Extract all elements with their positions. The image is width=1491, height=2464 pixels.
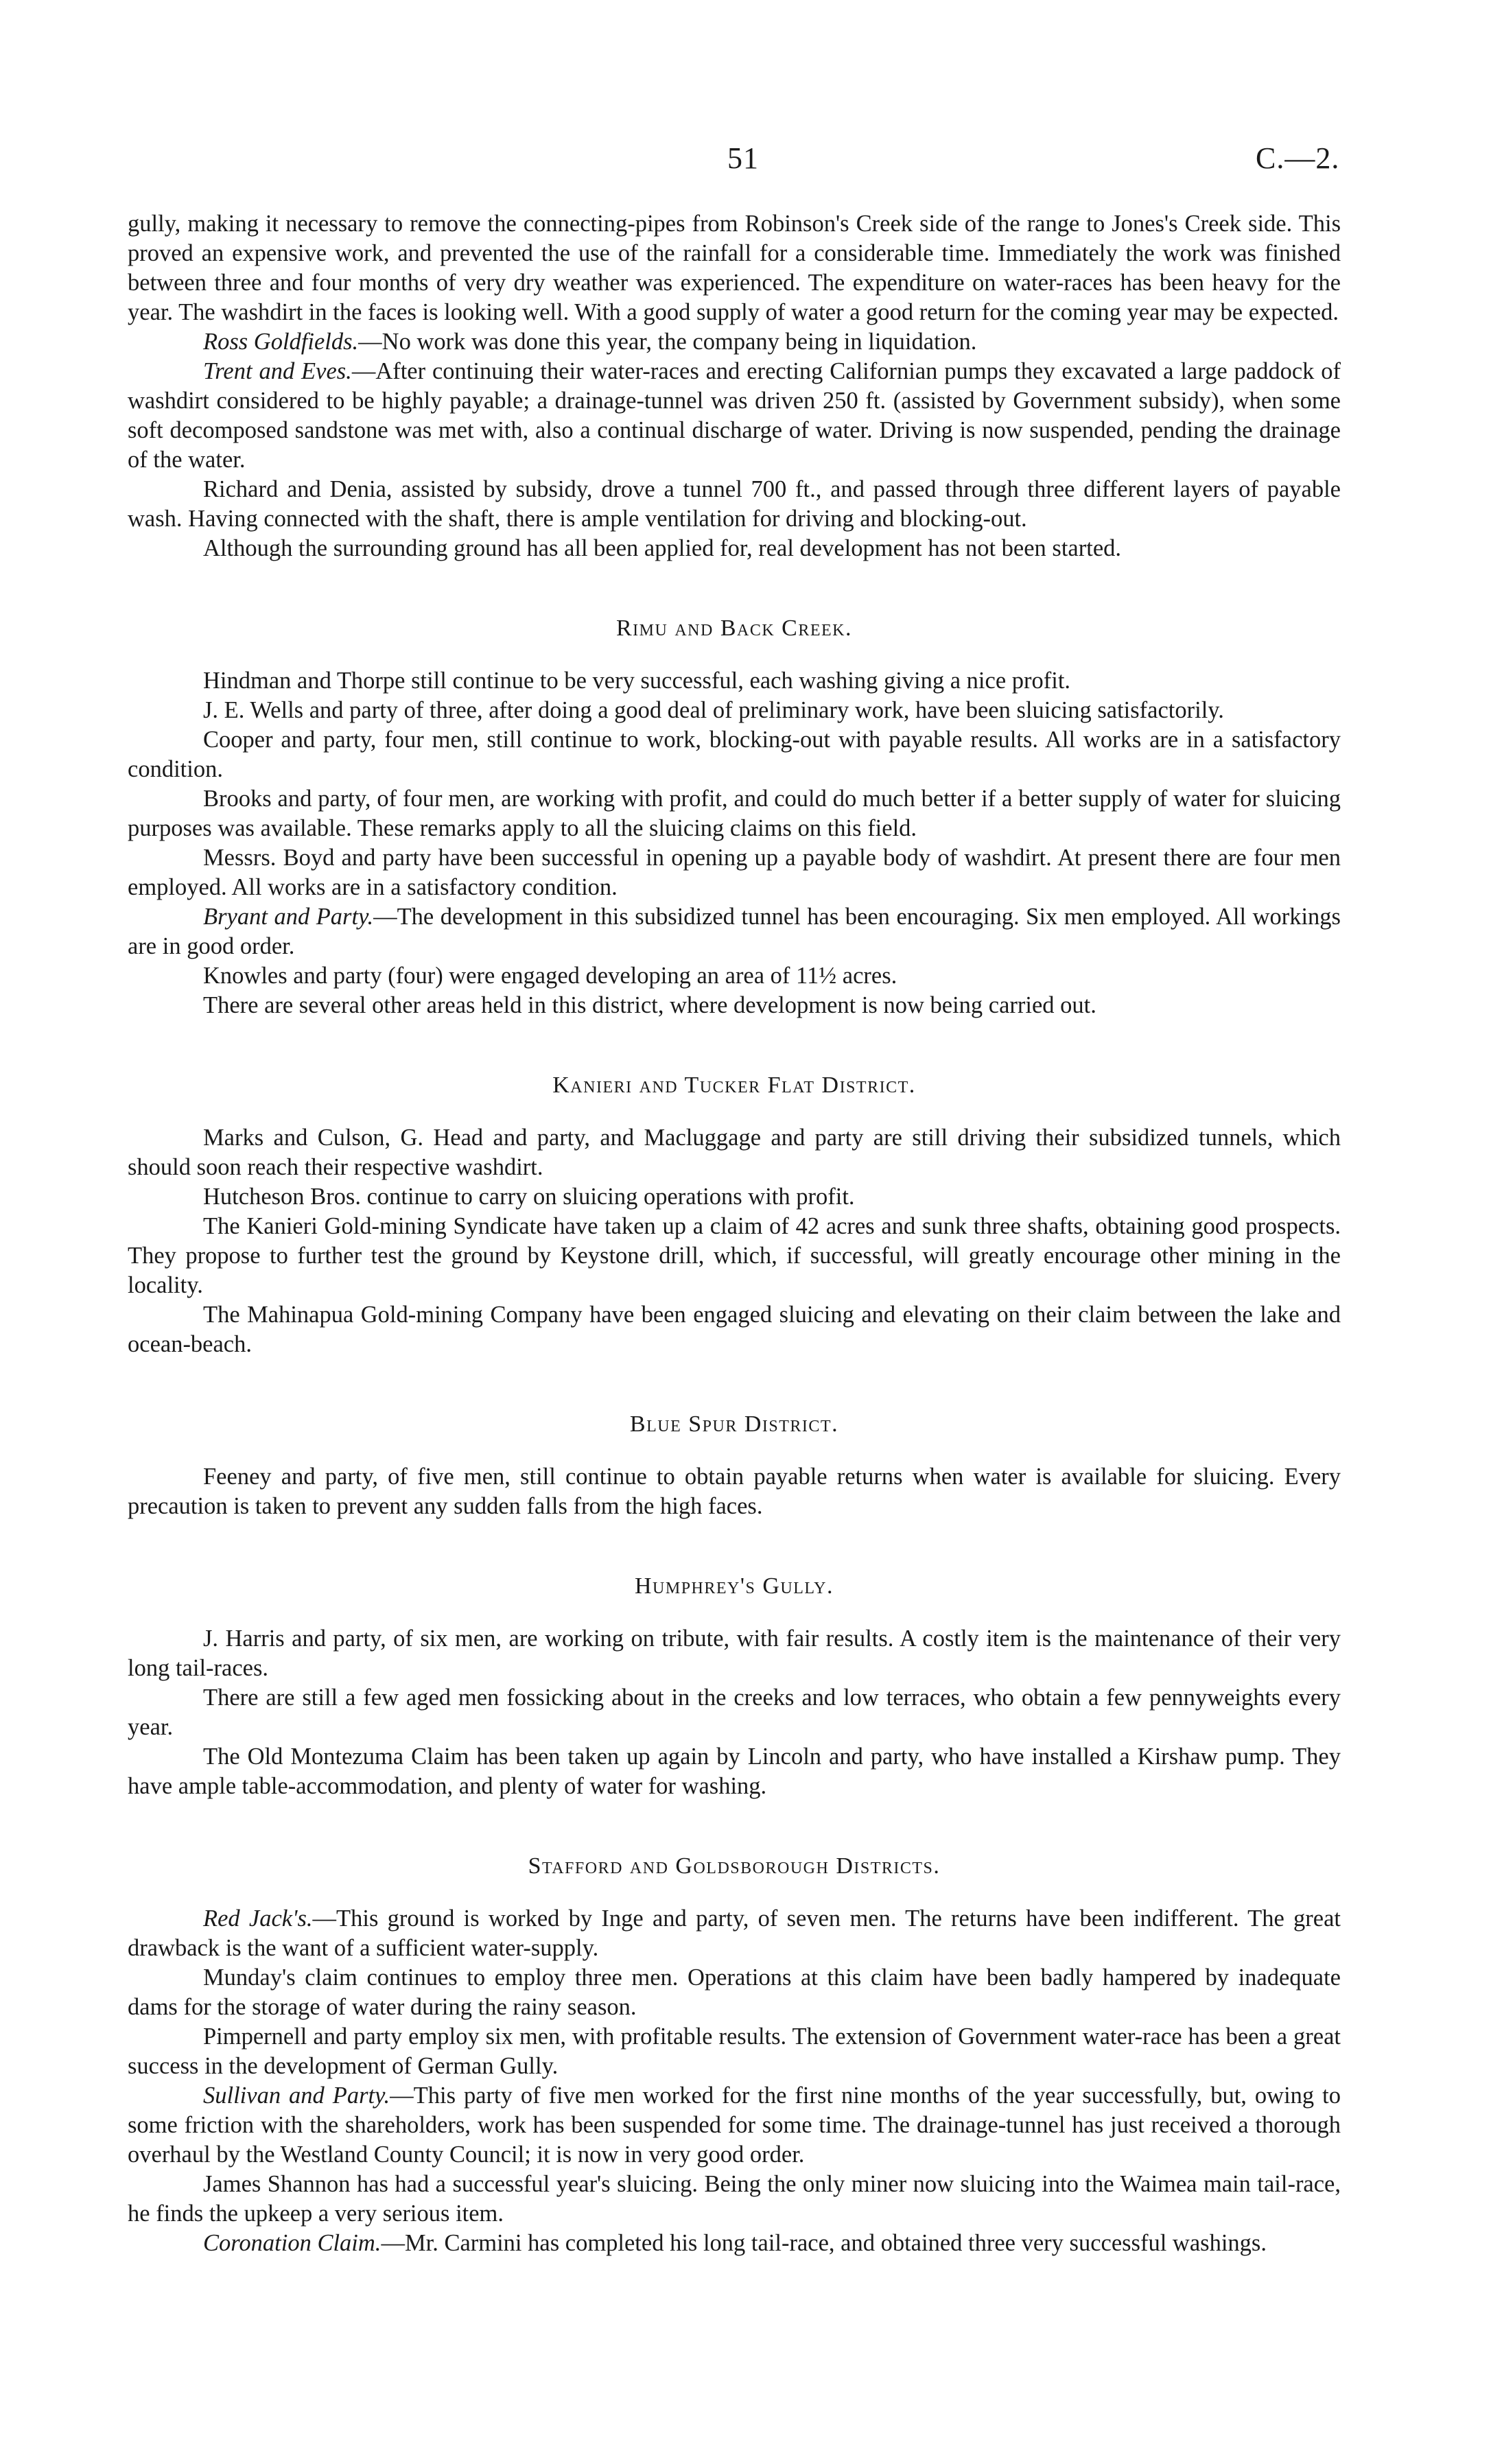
paragraph-text: —Mr. Carmini has completed his long tail-race, and obtained three very successful washings.: [381, 2230, 1267, 2256]
paragraph-bryant: [128, 902, 1341, 961]
paragraph-hutcheson: Hutcheson Bros. continue to carry on sluicing operations with profit.: [203, 1184, 855, 1210]
paragraph-brooks: Brooks and party, of four men, are working with profit, and could do much better if a better supply of water for sluicing purposes was available. These remarks apply to all the sluicing claims on this field.: [128, 786, 1341, 841]
document-code: C.—2.: [1256, 141, 1340, 175]
section-heading-stafford: Stafford and Goldsborough Districts.: [528, 1853, 941, 1879]
paragraph-mahinapua: The Mahinapua Gold-mining Company have been engaged sluicing and elevating on their claim between the lake and ocean-beach.: [128, 1302, 1341, 1357]
paragraph-text: —The development in this subsidized tunnel has been encouraging. Six men employed. All workings are in good order.: [128, 904, 1341, 959]
page-body: [128, 209, 1341, 2258]
run-in-heading: Sullivan and Party.: [203, 2082, 390, 2109]
section-heading-rimu: Rimu and Back Creek.: [615, 615, 853, 641]
paragraph-richard-and-denia: Richard and Denia, assisted by subsidy, drove a tunnel 700 ft., and passed through three different layers of payable wash. Having connected with the shaft, there is ample ventilation for driving and blocking-out.: [128, 476, 1341, 532]
paragraph-text: —This ground is worked by Inge and party, of seven men. The returns have been indifferent. The great drawback is the want of a sufficient water-supply.: [128, 1905, 1341, 1961]
section-heading-blue-spur: Blue Spur District.: [629, 1411, 839, 1437]
paragraph-kanieri-syndicate: The Kanieri Gold-mining Syndicate have taken up a claim of 42 acres and sunk three shafts, obtaining good prospects. They propose to further test the ground by Keystone drill, which, if successful, will greatly encourage other mining in the locality.: [128, 1213, 1341, 1298]
paragraph-boyd: Messrs. Boyd and party have been successful in opening up a payable body of washdirt. At present there are four men employed. All works are in a satisfactory condition.: [128, 845, 1341, 900]
paragraph-munday: Munday's claim continues to employ three men. Operations at this claim have been badly hampered by inadequate dams for the storage of water during the rainy season.: [128, 1964, 1341, 2020]
paragraph-marks-culson: Marks and Culson, G. Head and party, and Macluggage and party are still driving their subsidized tunnels, which should soon reach their respective washdirt.: [128, 1125, 1341, 1180]
page-number: 51: [727, 141, 759, 175]
run-in-heading: Coronation Claim.: [203, 2230, 381, 2256]
paragraph-shannon: James Shannon has had a successful year's sluicing. Being the only miner now sluicing into the Waimea main tail-race, he finds the upkeep a very serious item.: [128, 2171, 1341, 2227]
paragraph-text: —No work was done this year, the company being in liquidation.: [358, 329, 977, 355]
paragraph-harris: J. Harris and party, of six men, are working on tribute, with fair results. A costly item is the maintenance of their very long tail-races.: [128, 1626, 1341, 1681]
run-in-heading: Bryant and Party.: [203, 904, 374, 930]
paragraph-trent-and-eves: [128, 357, 1341, 475]
paragraph-feeney: Feeney and party, of five men, still continue to obtain payable returns when water is available for sluicing. Every precaution is taken to prevent any sudden falls from the high faces.: [128, 1464, 1341, 1519]
paragraph-gully-continuation: gully, making it necessary to remove the connecting-pipes from Robinson's Creek side of the range to Jones's Creek side. This proved an expensive work, and prevented the use of the rainfall for a considerable time. Immediately the work was finished between three and four months of very dry weather was experienced. The expenditure on water-races has been heavy for the year. The washdirt in the faces is looking well. With a good supply of water a good return for the coming year may be expected.: [128, 211, 1341, 325]
paragraph-red-jacks: [128, 1904, 1341, 1963]
run-in-heading: Ross Goldfields.: [203, 329, 359, 355]
paragraph-other-areas: There are several other areas held in this district, where development is now being carried out.: [203, 992, 1096, 1018]
paragraph-ross-goldfields: [128, 327, 1341, 357]
paragraph-knowles: Knowles and party (four) were engaged developing an area of 11½ acres.: [203, 963, 897, 989]
paragraph-cooper: Cooper and party, four men, still continue to work, blocking-out with payable results. All works are in a satisfactory condition.: [128, 727, 1341, 782]
paragraph-pimpernell: Pimpernell and party employ six men, with profitable results. The extension of Government water-race has been a great success in the development of German Gully.: [128, 2023, 1341, 2079]
paragraph-surrounding-ground: Although the surrounding ground has all been applied for, real development has not been started.: [203, 535, 1122, 561]
paragraph-aged-men: There are still a few aged men fossicking about in the creeks and low terraces, who obtain a few pennyweights every year.: [128, 1685, 1341, 1740]
run-in-heading: Red Jack's.: [203, 1905, 313, 1932]
paragraph-coronation: [128, 2229, 1341, 2258]
paragraph-text: —After continuing their water-races and erecting Californian pumps they excavated a large paddock of washdirt considered to be highly payable; a drainage-tunnel was driven 250 ft. (assisted by Government subsidy), when some soft decomposed sandstone was met with, also a continual discharge of water. Driving is now suspended, pending the drainage of the water.: [128, 358, 1341, 473]
paragraph-wells: J. E. Wells and party of three, after doing a good deal of preliminary work, have been sluicing satisfactorily.: [203, 697, 1224, 723]
paragraph-sullivan: [128, 2081, 1341, 2170]
section-heading-humphreys-gully: Humphrey's Gully.: [634, 1573, 834, 1599]
run-in-heading: Trent and Eves.: [203, 358, 352, 384]
section-heading-kanieri: Kanieri and Tucker Flat District.: [552, 1072, 916, 1098]
paragraph-montezuma: The Old Montezuma Claim has been taken up again by Lincoln and party, who have installed a Kirshaw pump. They have ample table-accommodation, and plenty of water for washing.: [128, 1744, 1341, 1799]
paragraph-text: —This party of five men worked for the first nine months of the year successfully, but, owing to some friction with the shareholders, work has been suspended for some time. The drainage-tunnel has just received a thorough overhaul by the Westland County Council; it is now in very good order.: [128, 2082, 1341, 2168]
paragraph-hindman-thorpe: Hindman and Thorpe still continue to be very successful, each washing giving a nice profit.: [203, 668, 1071, 694]
